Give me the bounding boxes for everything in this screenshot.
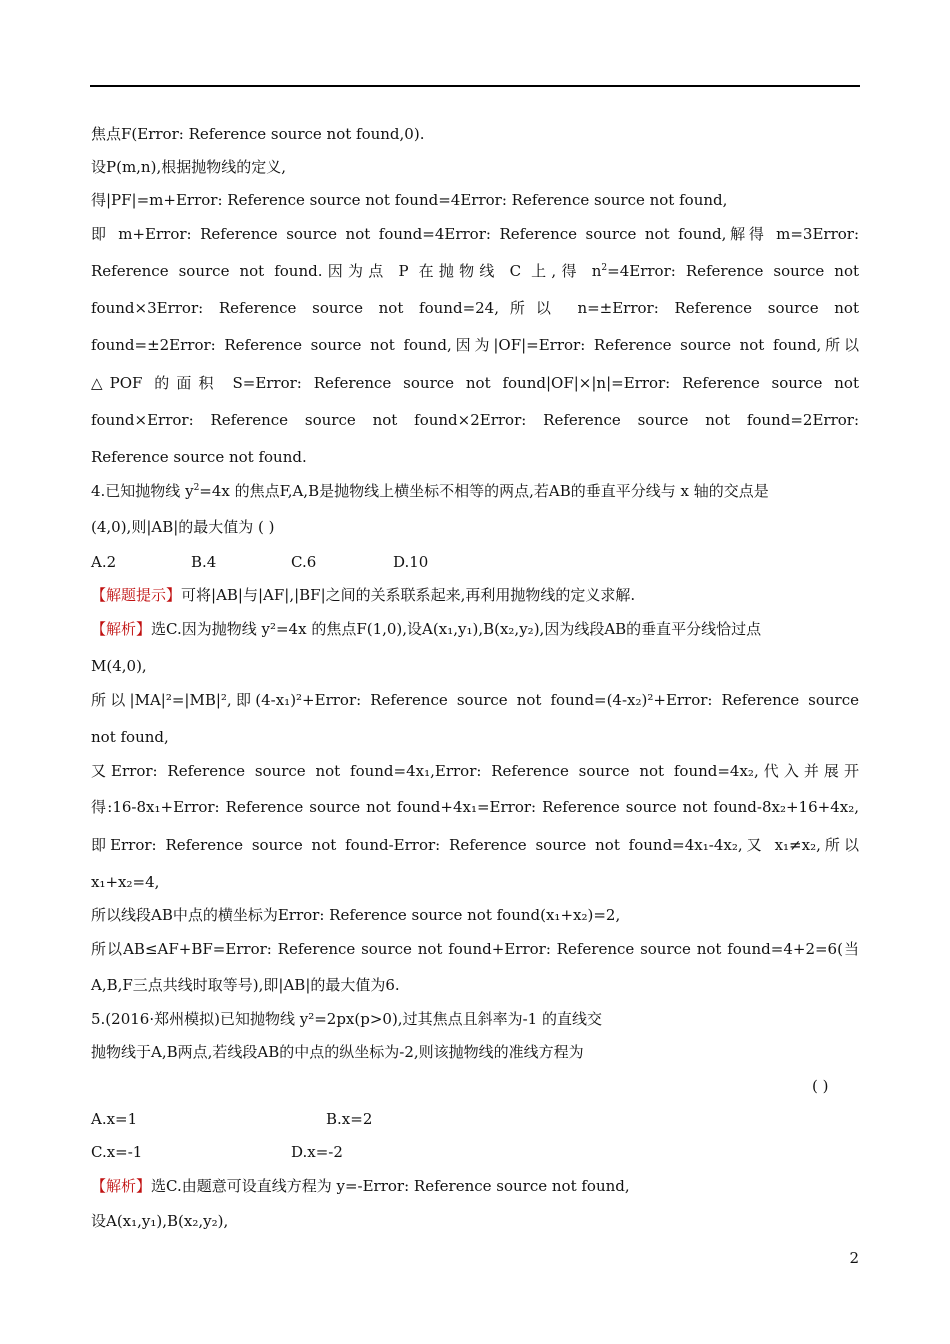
header-rule xyxy=(90,85,860,87)
text-line: found×Error: Reference source not found×2Error: Reference source not found=2Error: xyxy=(91,411,859,429)
text-line: 设P(m,n),根据抛物线的定义, xyxy=(91,158,286,176)
option-c: C.x=-1 xyxy=(91,1143,143,1161)
question-4-line2: (4,0),则|AB|的最大值为 ( ) xyxy=(91,518,275,536)
solution-line: 所以线段AB中点的横坐标为Error: Reference source not found(x₁+x₂)=2, xyxy=(91,906,621,924)
text-line: Reference source not found. xyxy=(91,448,307,466)
solution-line: 设A(x₁,y₁),B(x₂,y₂), xyxy=(91,1212,229,1230)
solution-tag: 【解析】 xyxy=(91,620,152,638)
hint-tag: 【解题提示】 xyxy=(91,586,182,604)
solution-tag: 【解析】 xyxy=(91,1177,152,1195)
solution-line: 【解析】选C.由题意可设直线方程为 y=-Error: Reference source not found, xyxy=(91,1177,630,1195)
text-line: Reference source not found.因为点 P 在抛物线 C 上,得 $n^2=4Error$: Reference source not xyxy=(91,262,860,280)
solution-line: 所以AB≤AF+BF=Error: Reference source not found+Error: Reference source not found=4+2=6(当 xyxy=(91,940,859,958)
option-b: B.4 xyxy=(191,553,217,571)
solution-line: 即Error: Reference source not found-Error: Reference source not found=4x₁-4x₂,又 x₁≠x₂,所以 xyxy=(91,836,859,854)
solution-line: 【解析】选C.因为抛物线 y²=4x 的焦点F(1,0),设A(x₁,y₁),B(x₂,y₂),因为线段AB的垂直平分线恰过点 xyxy=(91,620,762,638)
text-line: △POF 的面积 S=Error: Reference source not found|OF|×|n|=Error: Reference source not xyxy=(91,374,859,392)
question-5: 5.(2016·郑州模拟)已知抛物线 y²=2px(p>0),过其焦点且斜率为-1 的直线交 xyxy=(91,1010,602,1028)
page-number: 2 xyxy=(849,1249,859,1267)
text-line: 焦点F(Error: Reference source not found,0). xyxy=(91,125,425,143)
option-d: D.10 xyxy=(393,553,429,571)
text-line: found×3Error: Reference source not found=24,所以 n=±Error: Reference source not xyxy=(91,299,859,317)
option-a: A.2 xyxy=(91,553,117,571)
solution-line: 所以|MA|²=|MB|²,即(4-x₁)²+Error: Reference source not found=(4-x₂)²+Error: Reference source xyxy=(91,691,859,709)
option-d: D.x=-2 xyxy=(291,1143,343,1161)
hint-line: 【解题提示】可将|AB|与|AF|,|BF|之间的关系联系起来,再利用抛物线的定义求解. xyxy=(91,586,636,604)
option-b: B.x=2 xyxy=(326,1110,373,1128)
text-line: 即 m+Error: Reference source not found=4Error: Reference source not found,解得 m=3Error: xyxy=(91,225,859,243)
question-4: 4.已知抛物线 $y^2=4x$ 的焦点F,A,B是抛物线上横坐标不相等的两点,若AB的垂直平分线与 x 轴的交点是 xyxy=(91,482,769,500)
option-a: A.x=1 xyxy=(91,1110,138,1128)
option-c: C.6 xyxy=(291,553,317,571)
question-5-line2: 抛物线于A,B两点,若线段AB的中点的纵坐标为-2,则该抛物线的准线方程为 xyxy=(91,1043,584,1061)
solution-line: x₁+x₂=4, xyxy=(91,873,160,891)
solution-line: 又Error: Reference source not found=4x₁,Error: Reference source not found=4x₂,代入并展开 xyxy=(91,762,859,780)
solution-line: not found, xyxy=(91,728,169,746)
solution-line: M(4,0), xyxy=(91,657,147,675)
solution-line: 得:16-8x₁+Error: Reference source not found+4x₁=Error: Reference source not found-8x₂+16+4x₂, xyxy=(91,798,859,816)
answer-paren: ( ) xyxy=(812,1077,829,1095)
text-line: found=±2Error: Reference source not found,因为|OF|=Error: Reference source not found,所以 xyxy=(91,336,859,354)
text-line: 得|PF|=m+Error: Reference source not found=4Error: Reference source not found, xyxy=(91,191,728,209)
solution-line: A,B,F三点共线时取等号),即|AB|的最大值为6. xyxy=(91,976,400,994)
